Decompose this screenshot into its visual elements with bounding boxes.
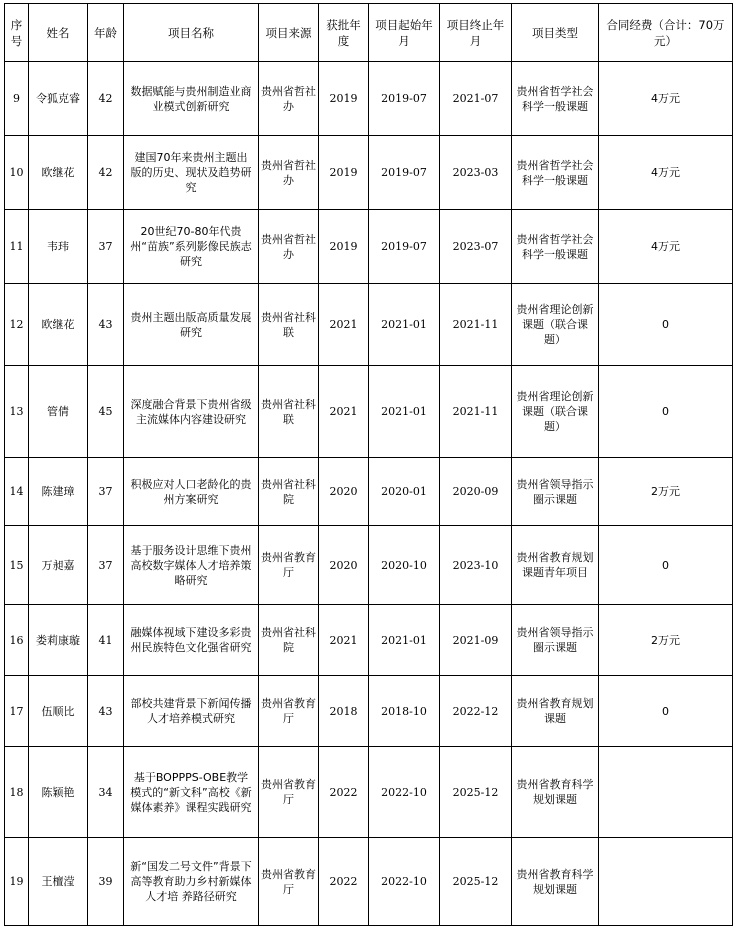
row-start: 2022-10 xyxy=(369,838,440,926)
row-project: 深度融合背景下贵州省级主流媒体内容建设研究 xyxy=(124,366,259,458)
row-end: 2021-11 xyxy=(440,284,512,366)
row-source: 贵州省社科联 xyxy=(259,366,319,458)
header-age: 年龄 xyxy=(88,4,124,62)
projects-table xyxy=(4,3,733,926)
row-index: 14 xyxy=(5,458,29,526)
row-project: 20世纪70-80年代贵州“苗族”系列影像民族志研究 xyxy=(124,210,259,284)
row-age: 43 xyxy=(88,284,124,366)
row-funding: 4万元 xyxy=(599,62,733,136)
row-type: 贵州省教育规划课题 xyxy=(512,676,599,747)
row-project: 建国70年来贵州主题出版的历史、现状及趋势研究 xyxy=(124,136,259,210)
row-funding: 2万元 xyxy=(599,458,733,526)
row-end: 2023-03 xyxy=(440,136,512,210)
row-source: 贵州省教育厅 xyxy=(259,526,319,605)
header-type: 项目类型 xyxy=(512,4,599,62)
row-age: 45 xyxy=(88,366,124,458)
row-name: 欧继花 xyxy=(29,284,88,366)
row-project: 新“国发二号文件”背景下高等教育助力乡村新媒体人才培 养路径研究 xyxy=(124,838,259,926)
row-end: 2021-09 xyxy=(440,605,512,676)
row-year: 2021 xyxy=(319,284,369,366)
row-type: 贵州省教育科学规划课题 xyxy=(512,838,599,926)
row-name: 管倩 xyxy=(29,366,88,458)
table-row xyxy=(5,210,733,284)
row-funding: 4万元 xyxy=(599,210,733,284)
row-funding: 0 xyxy=(599,284,733,366)
row-year: 2021 xyxy=(319,366,369,458)
header-year: 获批年度 xyxy=(319,4,369,62)
row-start: 2020-01 xyxy=(369,458,440,526)
row-funding: 0 xyxy=(599,366,733,458)
row-age: 34 xyxy=(88,747,124,838)
table-row xyxy=(5,838,733,926)
row-year: 2020 xyxy=(319,526,369,605)
row-source: 贵州省哲社办 xyxy=(259,210,319,284)
row-source: 贵州省社科联 xyxy=(259,284,319,366)
row-end: 2025-12 xyxy=(440,747,512,838)
row-source: 贵州省哲社办 xyxy=(259,62,319,136)
row-start: 2022-10 xyxy=(369,747,440,838)
row-funding: 0 xyxy=(599,676,733,747)
row-funding: 2万元 xyxy=(599,605,733,676)
row-project: 数据赋能与贵州制造业商业模式创新研究 xyxy=(124,62,259,136)
row-start: 2019-07 xyxy=(369,136,440,210)
row-type: 贵州省教育规划课题青年项目 xyxy=(512,526,599,605)
row-age: 42 xyxy=(88,136,124,210)
row-index: 17 xyxy=(5,676,29,747)
row-index: 11 xyxy=(5,210,29,284)
row-project: 融媒体视域下建设多彩贵州民族特色文化强省研究 xyxy=(124,605,259,676)
row-end: 2021-07 xyxy=(440,62,512,136)
row-age: 39 xyxy=(88,838,124,926)
row-name: 欧继花 xyxy=(29,136,88,210)
header-end: 项目终止年月 xyxy=(440,4,512,62)
row-name: 令狐克睿 xyxy=(29,62,88,136)
row-name: 万昶嘉 xyxy=(29,526,88,605)
row-start: 2021-01 xyxy=(369,366,440,458)
header-row xyxy=(5,4,733,62)
table-row xyxy=(5,62,733,136)
row-project: 贵州主题出版高质量发展研究 xyxy=(124,284,259,366)
row-start: 2020-10 xyxy=(369,526,440,605)
row-name: 伍顺比 xyxy=(29,676,88,747)
row-funding xyxy=(599,747,733,838)
header-source: 项目来源 xyxy=(259,4,319,62)
table-row xyxy=(5,458,733,526)
table-row xyxy=(5,526,733,605)
row-index: 12 xyxy=(5,284,29,366)
row-year: 2022 xyxy=(319,838,369,926)
row-type: 贵州省哲学社会科学一般课题 xyxy=(512,136,599,210)
row-source: 贵州省社科院 xyxy=(259,458,319,526)
row-start: 2019-07 xyxy=(369,210,440,284)
row-end: 2023-07 xyxy=(440,210,512,284)
row-funding: 4万元 xyxy=(599,136,733,210)
row-source: 贵州省教育厅 xyxy=(259,747,319,838)
row-project: 部校共建背景下新闻传播人才培养模式研究 xyxy=(124,676,259,747)
row-type: 贵州省理论创新课题（联合课题） xyxy=(512,366,599,458)
header-funding: 合同经费（合计：70万元） xyxy=(599,4,733,62)
row-age: 37 xyxy=(88,526,124,605)
table-row xyxy=(5,676,733,747)
row-type: 贵州省哲学社会科学一般课题 xyxy=(512,210,599,284)
row-type: 贵州省教育科学规划课题 xyxy=(512,747,599,838)
row-type: 贵州省理论创新课题（联合课题） xyxy=(512,284,599,366)
row-index: 13 xyxy=(5,366,29,458)
row-end: 2025-12 xyxy=(440,838,512,926)
row-funding: 0 xyxy=(599,526,733,605)
table-row xyxy=(5,605,733,676)
row-age: 37 xyxy=(88,458,124,526)
row-year: 2019 xyxy=(319,136,369,210)
row-name: 王檀滢 xyxy=(29,838,88,926)
row-end: 2020-09 xyxy=(440,458,512,526)
header-start: 项目起始年月 xyxy=(369,4,440,62)
header-name: 姓名 xyxy=(29,4,88,62)
row-index: 10 xyxy=(5,136,29,210)
row-year: 2020 xyxy=(319,458,369,526)
row-age: 41 xyxy=(88,605,124,676)
row-source: 贵州省教育厅 xyxy=(259,676,319,747)
row-end: 2021-11 xyxy=(440,366,512,458)
row-start: 2019-07 xyxy=(369,62,440,136)
row-end: 2023-10 xyxy=(440,526,512,605)
row-name: 陈颖艳 xyxy=(29,747,88,838)
row-index: 18 xyxy=(5,747,29,838)
row-name: 韦玮 xyxy=(29,210,88,284)
row-year: 2022 xyxy=(319,747,369,838)
row-project: 基于BOPPPS-OBE教学模式的“新文科”高校《新媒体素养》课程实践研究 xyxy=(124,747,259,838)
table-row xyxy=(5,366,733,458)
header-project: 项目名称 xyxy=(124,4,259,62)
row-index: 16 xyxy=(5,605,29,676)
row-year: 2019 xyxy=(319,210,369,284)
row-index: 19 xyxy=(5,838,29,926)
row-age: 37 xyxy=(88,210,124,284)
table-row xyxy=(5,136,733,210)
row-funding xyxy=(599,838,733,926)
row-source: 贵州省哲社办 xyxy=(259,136,319,210)
row-project: 基于服务设计思维下贵州高校数字媒体人才培养策略研究 xyxy=(124,526,259,605)
row-year: 2018 xyxy=(319,676,369,747)
row-age: 42 xyxy=(88,62,124,136)
row-type: 贵州省领导指示圈示课题 xyxy=(512,458,599,526)
header-index: 序号 xyxy=(5,4,29,62)
row-start: 2021-01 xyxy=(369,605,440,676)
row-source: 贵州省社科院 xyxy=(259,605,319,676)
row-start: 2021-01 xyxy=(369,284,440,366)
row-index: 15 xyxy=(5,526,29,605)
row-year: 2021 xyxy=(319,605,369,676)
row-project: 积极应对人口老龄化的贵州方案研究 xyxy=(124,458,259,526)
table-row xyxy=(5,284,733,366)
row-end: 2022-12 xyxy=(440,676,512,747)
table-row xyxy=(5,747,733,838)
row-year: 2019 xyxy=(319,62,369,136)
row-name: 娄莉康璇 xyxy=(29,605,88,676)
row-name: 陈建璋 xyxy=(29,458,88,526)
row-age: 43 xyxy=(88,676,124,747)
row-start: 2018-10 xyxy=(369,676,440,747)
row-index: 9 xyxy=(5,62,29,136)
row-source: 贵州省教育厅 xyxy=(259,838,319,926)
row-type: 贵州省领导指示圈示课题 xyxy=(512,605,599,676)
row-type: 贵州省哲学社会科学一般课题 xyxy=(512,62,599,136)
